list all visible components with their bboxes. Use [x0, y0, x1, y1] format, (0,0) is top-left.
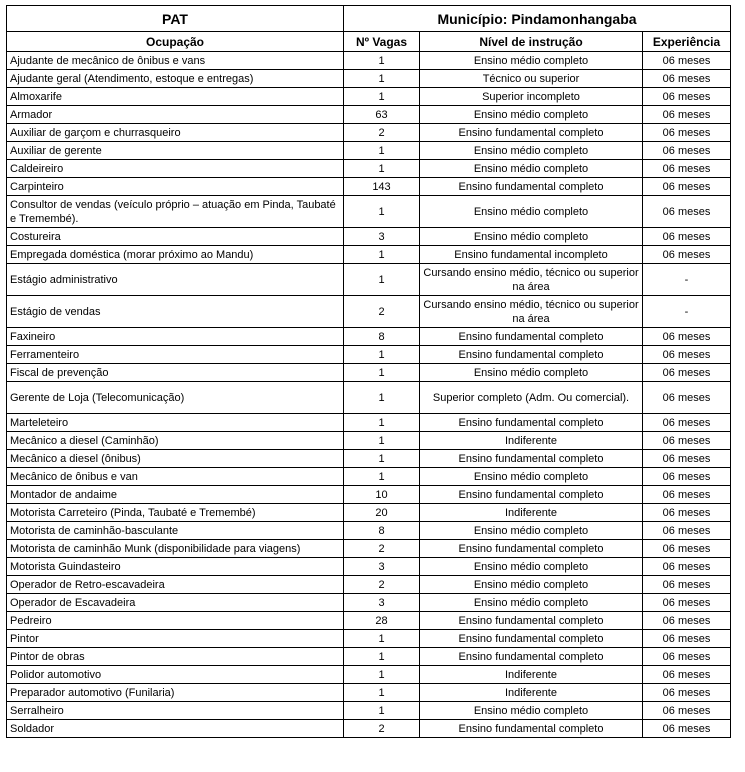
cell-experiencia: 06 meses: [643, 450, 731, 468]
table-row: [7, 432, 731, 450]
table-row: [7, 160, 731, 178]
column-header-row: [7, 32, 731, 52]
cell-vagas: 143: [344, 178, 420, 196]
table-row: [7, 612, 731, 630]
table-row: [7, 468, 731, 486]
column-header-vagas: Nº Vagas: [344, 32, 420, 52]
cell-vagas: 1: [344, 246, 420, 264]
cell-experiencia: 06 meses: [643, 648, 731, 666]
table-row: [7, 486, 731, 504]
cell-vagas: 1: [344, 264, 420, 296]
cell-vagas: 1: [344, 52, 420, 70]
cell-nivel: Ensino fundamental completo: [420, 450, 643, 468]
cell-vagas: 1: [344, 88, 420, 106]
table-row: [7, 196, 731, 228]
cell-ocupacao: Mecânico de ônibus e van: [7, 468, 344, 486]
cell-experiencia: 06 meses: [643, 160, 731, 178]
cell-nivel: Ensino médio completo: [420, 558, 643, 576]
table-row: [7, 142, 731, 160]
cell-vagas: 3: [344, 558, 420, 576]
cell-nivel: Ensino fundamental completo: [420, 720, 643, 738]
cell-experiencia: 06 meses: [643, 594, 731, 612]
cell-vagas: 1: [344, 684, 420, 702]
cell-ocupacao: Marteleteiro: [7, 414, 344, 432]
cell-experiencia: 06 meses: [643, 346, 731, 364]
cell-nivel: Ensino fundamental completo: [420, 328, 643, 346]
cell-nivel: Ensino fundamental completo: [420, 414, 643, 432]
table-row: [7, 228, 731, 246]
cell-nivel: Ensino médio completo: [420, 576, 643, 594]
cell-nivel: Ensino médio completo: [420, 52, 643, 70]
cell-vagas: 1: [344, 382, 420, 414]
cell-nivel: Ensino médio completo: [420, 196, 643, 228]
table-row: [7, 648, 731, 666]
table-row: [7, 450, 731, 468]
table-row: [7, 178, 731, 196]
cell-experiencia: 06 meses: [643, 106, 731, 124]
table-row: [7, 296, 731, 328]
cell-experiencia: 06 meses: [643, 432, 731, 450]
cell-nivel: Ensino fundamental completo: [420, 346, 643, 364]
table-row: [7, 630, 731, 648]
cell-experiencia: 06 meses: [643, 178, 731, 196]
table-row: [7, 106, 731, 124]
cell-nivel: Ensino médio completo: [420, 364, 643, 382]
column-header-experiencia: Experiência: [643, 32, 731, 52]
cell-nivel: Ensino fundamental completo: [420, 648, 643, 666]
table-row: [7, 540, 731, 558]
cell-nivel: Indiferente: [420, 432, 643, 450]
cell-ocupacao: Estágio de vendas: [7, 296, 344, 328]
table-row: [7, 666, 731, 684]
cell-ocupacao: Pintor: [7, 630, 344, 648]
cell-experiencia: 06 meses: [643, 684, 731, 702]
cell-nivel: Ensino médio completo: [420, 160, 643, 178]
cell-ocupacao: Motorista de caminhão-basculante: [7, 522, 344, 540]
table-row: [7, 504, 731, 522]
cell-vagas: 1: [344, 450, 420, 468]
table-row: [7, 594, 731, 612]
cell-experiencia: 06 meses: [643, 468, 731, 486]
cell-vagas: 10: [344, 486, 420, 504]
cell-ocupacao: Ferramenteiro: [7, 346, 344, 364]
cell-vagas: 1: [344, 648, 420, 666]
cell-nivel: Superior incompleto: [420, 88, 643, 106]
cell-ocupacao: Preparador automotivo (Funilaria): [7, 684, 344, 702]
title-row: [7, 6, 731, 32]
cell-experiencia: 06 meses: [643, 364, 731, 382]
table-row: [7, 346, 731, 364]
table-row: [7, 364, 731, 382]
cell-vagas: 1: [344, 702, 420, 720]
cell-ocupacao: Estágio administrativo: [7, 264, 344, 296]
cell-ocupacao: Empregada doméstica (morar próximo ao Mandu): [7, 246, 344, 264]
cell-experiencia: 06 meses: [643, 246, 731, 264]
cell-vagas: 3: [344, 594, 420, 612]
cell-vagas: 28: [344, 612, 420, 630]
cell-experiencia: 06 meses: [643, 124, 731, 142]
cell-ocupacao: Ajudante de mecânico de ônibus e vans: [7, 52, 344, 70]
cell-vagas: 63: [344, 106, 420, 124]
cell-nivel: Ensino médio completo: [420, 142, 643, 160]
cell-ocupacao: Gerente de Loja (Telecomunicação): [7, 382, 344, 414]
cell-experiencia: 06 meses: [643, 414, 731, 432]
cell-ocupacao: Montador de andaime: [7, 486, 344, 504]
cell-vagas: 1: [344, 364, 420, 382]
cell-ocupacao: Polidor automotivo: [7, 666, 344, 684]
cell-vagas: 1: [344, 666, 420, 684]
cell-nivel: Ensino fundamental completo: [420, 486, 643, 504]
table-row: [7, 558, 731, 576]
cell-vagas: 20: [344, 504, 420, 522]
cell-ocupacao: Motorista Guindasteiro: [7, 558, 344, 576]
table-body: [7, 52, 731, 738]
cell-vagas: 1: [344, 432, 420, 450]
table-row: [7, 88, 731, 106]
cell-experiencia: 06 meses: [643, 142, 731, 160]
cell-ocupacao: Armador: [7, 106, 344, 124]
cell-nivel: Ensino médio completo: [420, 106, 643, 124]
cell-vagas: 2: [344, 720, 420, 738]
cell-experiencia: 06 meses: [643, 486, 731, 504]
cell-experiencia: 06 meses: [643, 612, 731, 630]
cell-vagas: 1: [344, 468, 420, 486]
cell-vagas: 1: [344, 346, 420, 364]
cell-vagas: 2: [344, 296, 420, 328]
cell-vagas: 1: [344, 70, 420, 88]
cell-nivel: Técnico ou superior: [420, 70, 643, 88]
cell-nivel: Superior completo (Adm. Ou comercial).: [420, 382, 643, 414]
cell-experiencia: 06 meses: [643, 522, 731, 540]
cell-vagas: 1: [344, 630, 420, 648]
cell-experiencia: 06 meses: [643, 70, 731, 88]
table-row: [7, 576, 731, 594]
cell-ocupacao: Auxiliar de gerente: [7, 142, 344, 160]
cell-ocupacao: Faxineiro: [7, 328, 344, 346]
cell-experiencia: 06 meses: [643, 540, 731, 558]
cell-experiencia: 06 meses: [643, 88, 731, 106]
cell-ocupacao: Soldador: [7, 720, 344, 738]
cell-vagas: 8: [344, 328, 420, 346]
cell-vagas: 1: [344, 196, 420, 228]
cell-experiencia: -: [643, 264, 731, 296]
cell-ocupacao: Pedreiro: [7, 612, 344, 630]
cell-experiencia: 06 meses: [643, 328, 731, 346]
municipio-title: Município: Pindamonhangaba: [344, 6, 731, 32]
cell-ocupacao: Serralheiro: [7, 702, 344, 720]
table-row: [7, 382, 731, 414]
cell-vagas: 8: [344, 522, 420, 540]
cell-vagas: 2: [344, 540, 420, 558]
pat-title: PAT: [7, 6, 344, 32]
cell-ocupacao: Costureira: [7, 228, 344, 246]
cell-experiencia: 06 meses: [643, 630, 731, 648]
job-table-container: [6, 5, 731, 738]
cell-ocupacao: Operador de Escavadeira: [7, 594, 344, 612]
cell-nivel: Ensino fundamental completo: [420, 630, 643, 648]
column-header-ocupacao: Ocupação: [7, 32, 344, 52]
cell-nivel: Indiferente: [420, 504, 643, 522]
cell-ocupacao: Mecânico a diesel (Caminhão): [7, 432, 344, 450]
cell-ocupacao: Auxiliar de garçom e churrasqueiro: [7, 124, 344, 142]
cell-nivel: Ensino médio completo: [420, 594, 643, 612]
cell-nivel: Cursando ensino médio, técnico ou superior na área: [420, 264, 643, 296]
table-row: [7, 702, 731, 720]
table-row: [7, 124, 731, 142]
job-vacancies-table: [6, 5, 731, 738]
cell-nivel: Ensino fundamental completo: [420, 612, 643, 630]
table-row: [7, 684, 731, 702]
cell-experiencia: -: [643, 296, 731, 328]
cell-experiencia: 06 meses: [643, 666, 731, 684]
table-row: [7, 328, 731, 346]
cell-experiencia: 06 meses: [643, 720, 731, 738]
cell-ocupacao: Carpinteiro: [7, 178, 344, 196]
cell-experiencia: 06 meses: [643, 196, 731, 228]
cell-experiencia: 06 meses: [643, 52, 731, 70]
cell-nivel: Ensino fundamental incompleto: [420, 246, 643, 264]
cell-nivel: Ensino fundamental completo: [420, 124, 643, 142]
cell-vagas: 1: [344, 142, 420, 160]
cell-nivel: Indiferente: [420, 666, 643, 684]
cell-vagas: 2: [344, 576, 420, 594]
cell-ocupacao: Almoxarife: [7, 88, 344, 106]
cell-ocupacao: Fiscal de prevenção: [7, 364, 344, 382]
cell-ocupacao: Motorista de caminhão Munk (disponibilidade para viagens): [7, 540, 344, 558]
table-row: [7, 246, 731, 264]
table-row: [7, 720, 731, 738]
cell-nivel: Ensino médio completo: [420, 228, 643, 246]
cell-vagas: 1: [344, 414, 420, 432]
cell-experiencia: 06 meses: [643, 382, 731, 414]
table-row: [7, 522, 731, 540]
cell-nivel: Cursando ensino médio, técnico ou superior na área: [420, 296, 643, 328]
table-row: [7, 70, 731, 88]
cell-ocupacao: Pintor de obras: [7, 648, 344, 666]
cell-experiencia: 06 meses: [643, 228, 731, 246]
cell-ocupacao: Caldeireiro: [7, 160, 344, 178]
cell-experiencia: 06 meses: [643, 558, 731, 576]
cell-nivel: Ensino médio completo: [420, 468, 643, 486]
table-row: [7, 52, 731, 70]
cell-experiencia: 06 meses: [643, 504, 731, 522]
cell-experiencia: 06 meses: [643, 576, 731, 594]
cell-ocupacao: Mecânico a diesel (ônibus): [7, 450, 344, 468]
cell-nivel: Ensino fundamental completo: [420, 178, 643, 196]
cell-nivel: Ensino médio completo: [420, 522, 643, 540]
cell-ocupacao: Ajudante geral (Atendimento, estoque e entregas): [7, 70, 344, 88]
column-header-nivel: Nível de instrução: [420, 32, 643, 52]
table-row: [7, 264, 731, 296]
cell-nivel: Ensino médio completo: [420, 702, 643, 720]
cell-ocupacao: Motorista Carreteiro (Pinda, Taubaté e Tremembé): [7, 504, 344, 522]
cell-ocupacao: Operador de Retro-escavadeira: [7, 576, 344, 594]
cell-ocupacao: Consultor de vendas (veículo próprio – atuação em Pinda, Taubaté e Tremembé).: [7, 196, 344, 228]
cell-vagas: 2: [344, 124, 420, 142]
cell-nivel: Ensino fundamental completo: [420, 540, 643, 558]
table-row: [7, 414, 731, 432]
cell-vagas: 3: [344, 228, 420, 246]
cell-experiencia: 06 meses: [643, 702, 731, 720]
cell-vagas: 1: [344, 160, 420, 178]
cell-nivel: Indiferente: [420, 684, 643, 702]
